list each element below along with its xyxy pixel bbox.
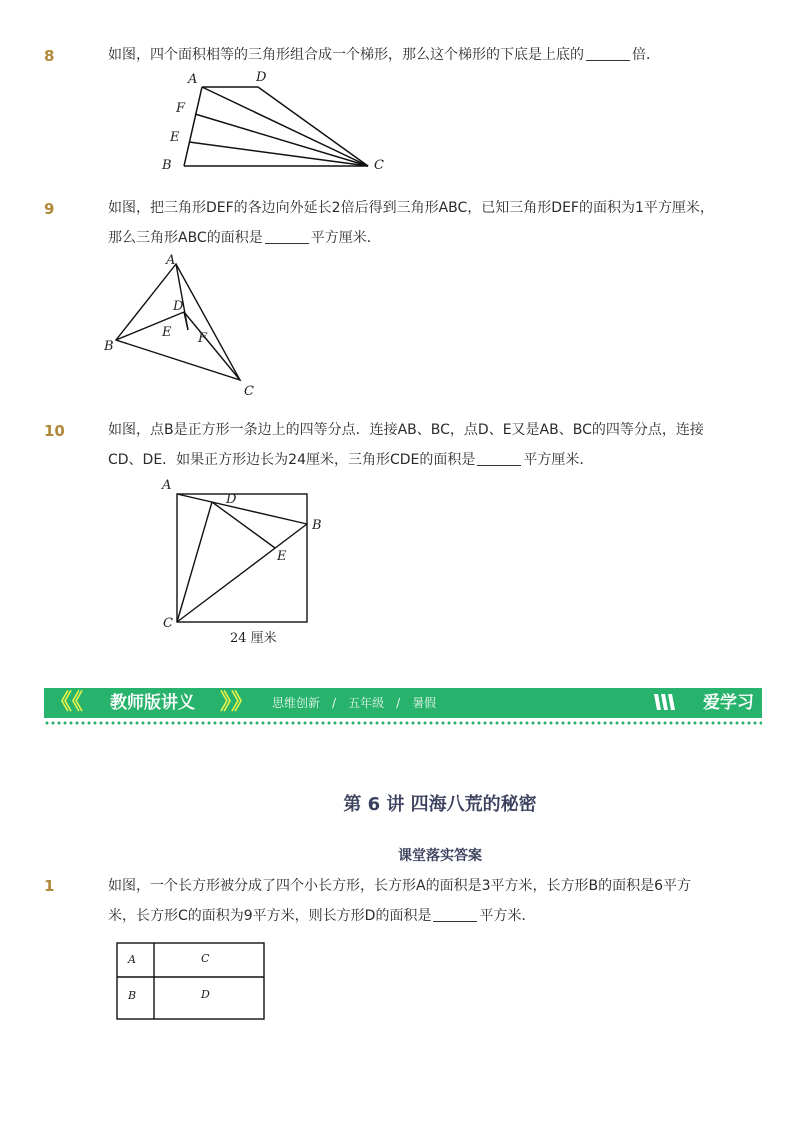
square-figure <box>155 474 345 650</box>
answer-blank <box>477 451 521 466</box>
cell-label: C <box>201 952 210 965</box>
point-label: C <box>163 616 173 631</box>
breadcrumb-item: 暑假 <box>412 696 437 710</box>
question-number: 1 <box>44 877 55 895</box>
point-label: B <box>104 339 114 354</box>
point-label: F <box>176 101 186 116</box>
question-text-part: 平方厘米． <box>523 452 594 468</box>
point-label: E <box>170 130 180 145</box>
chevrons-left: 《《 <box>50 690 84 715</box>
brand-logo-text: 爱学习 <box>703 693 754 713</box>
cell-label: A <box>128 953 136 966</box>
triangle-figure <box>100 250 270 400</box>
question-text-part: 如图，四个面积相等的三角形组合成一个梯形，那么这个梯形的下底是上底的 <box>108 47 584 63</box>
banner-dotted-rule <box>44 721 762 725</box>
question-line: 如图，把三角形DEF的各边向外延长2倍后得到三角形ABC，已知三角形DEF的面积为1平方厘米， <box>108 200 714 216</box>
answer-blank <box>265 229 309 244</box>
question-number: 10 <box>44 422 65 440</box>
logo-icon <box>652 690 678 714</box>
cell-label: B <box>128 989 137 1002</box>
cell-label: D <box>201 988 210 1001</box>
point-label: D <box>173 299 184 314</box>
question-text-part: 米，长方形C的面积为9平方米，则长方形D的面积是 <box>108 908 432 924</box>
section-title: 课堂落实答案 <box>398 848 482 864</box>
question-line <box>108 445 740 475</box>
question-number: 9 <box>44 200 55 218</box>
question-text-part: 平方厘米． <box>310 230 381 246</box>
point-label: F <box>198 331 208 346</box>
point-label: C <box>244 384 254 399</box>
point-label: E <box>162 325 172 340</box>
point-label: C <box>374 158 384 173</box>
point-label: B <box>312 518 322 533</box>
breadcrumb-separator: / <box>332 696 337 710</box>
side-length-label: 24 厘米 <box>230 631 277 646</box>
chevrons-right: 》》 <box>220 690 254 715</box>
rectangle-grid-figure <box>114 940 270 1024</box>
question-text-part: 倍． <box>632 47 660 63</box>
question-line: 如图，点B是正方形一条边上的四等分点．连接AB、BC，点D、E又是AB、BC的四等分点，连接 <box>108 422 704 438</box>
point-label: E <box>277 549 287 564</box>
point-label: D <box>256 70 267 85</box>
answer-blank <box>586 46 630 61</box>
point-label: D <box>226 492 237 507</box>
question-line <box>108 223 740 253</box>
breadcrumb-separator: / <box>396 696 401 710</box>
banner-title: 教师版讲义 <box>110 693 195 713</box>
breadcrumb <box>266 695 442 711</box>
question-text <box>108 193 740 253</box>
answer-blank <box>433 907 477 922</box>
question-number: 8 <box>44 47 55 65</box>
question-text-part: 那么三角形ABC的面积是 <box>108 230 263 246</box>
question-text <box>108 871 740 931</box>
trapezoid-figure <box>150 68 400 180</box>
question-text-part: 平方米． <box>479 908 536 924</box>
question-line <box>108 901 740 931</box>
question-text-part: CD、DE．如果正方形边长为24厘米，三角形CDE的面积是 <box>108 452 476 468</box>
breadcrumb-item: 五年级 <box>348 696 385 710</box>
lecture-title: 第 6 讲 四海八荒的秘密 <box>343 794 537 815</box>
question-line: 如图，一个长方形被分成了四个小长方形，长方形A的面积是3平方米，长方形B的面积是6平方 <box>108 878 691 894</box>
point-label: A <box>166 253 176 268</box>
point-label: A <box>188 72 198 87</box>
point-label: A <box>162 478 172 493</box>
header-banner <box>44 688 762 718</box>
breadcrumb-item: 思维创新 <box>272 696 321 710</box>
question-text <box>108 40 740 70</box>
question-text <box>108 415 740 475</box>
point-label: B <box>162 158 172 173</box>
